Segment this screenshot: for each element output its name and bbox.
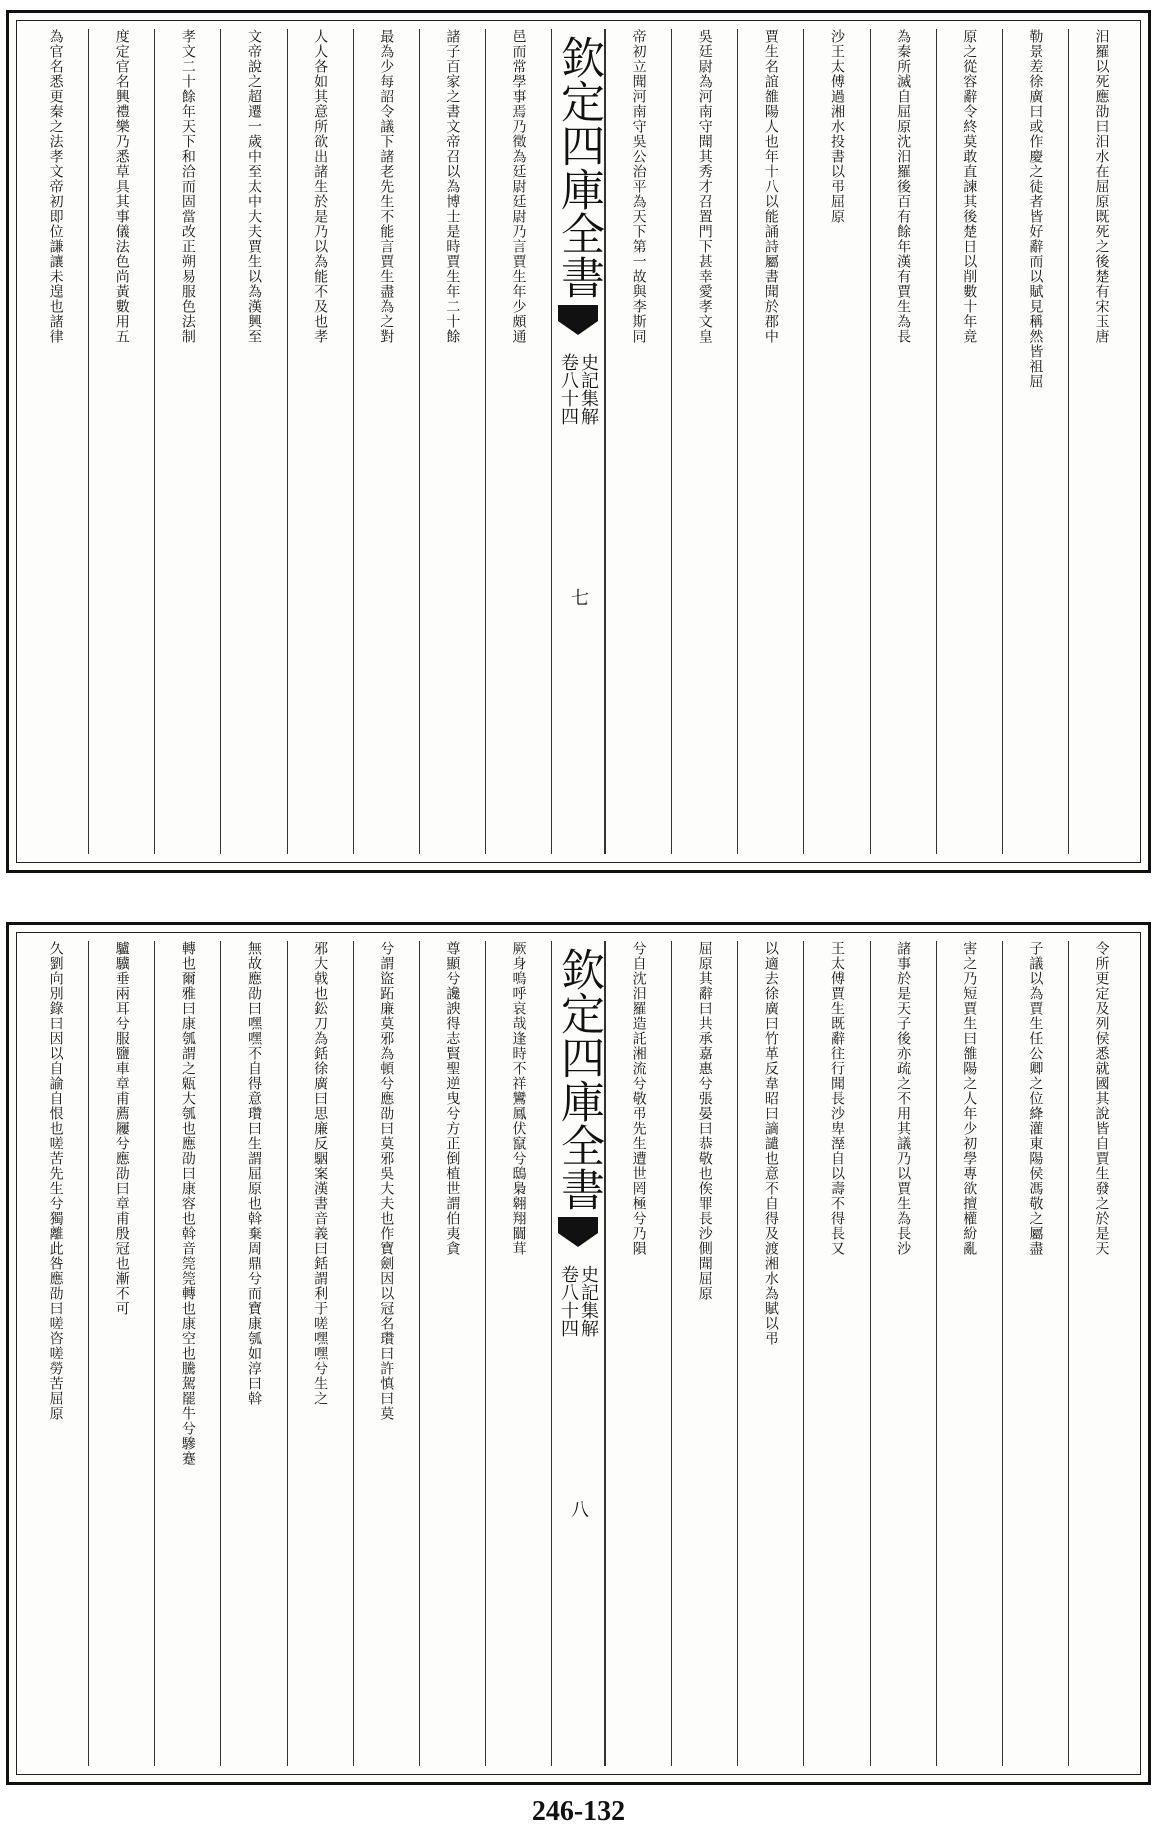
text-column bbox=[737, 941, 803, 1766]
text-column bbox=[671, 941, 737, 1766]
text-column bbox=[220, 29, 286, 854]
column-text: 勒景差徐廣曰或作慶之徒者皆好辭而以賦見稱然皆祖屈 bbox=[1027, 29, 1044, 389]
column-text: 諸事於是天子後亦疏之不用其議乃以賈生為長沙 bbox=[895, 941, 912, 1256]
fishtail-mark-icon bbox=[556, 305, 600, 339]
text-column bbox=[605, 29, 671, 854]
column-text: 度定官名興禮樂乃悉草具其事儀法色尚黃數用五 bbox=[113, 29, 130, 344]
text-column bbox=[605, 941, 671, 1766]
folio-number: 246-132 bbox=[531, 1796, 626, 1827]
column-text: 邪大戟也鈆刀為銛徐廣曰思廉反駰案漢書音義曰銛謂利于嗟嘿嘿兮生之 bbox=[312, 941, 329, 1406]
text-column bbox=[1002, 941, 1068, 1766]
text-column bbox=[485, 29, 551, 854]
text-column bbox=[353, 29, 419, 854]
text-column bbox=[220, 941, 286, 1766]
text-column bbox=[88, 29, 154, 854]
text-column bbox=[803, 29, 869, 854]
spine-book-title: 欽定四庫全書 bbox=[553, 35, 604, 299]
text-column bbox=[287, 941, 353, 1766]
upper-text-columns bbox=[23, 29, 1134, 854]
text-column bbox=[485, 941, 551, 1766]
column-text: 沙王太傅過湘水投書以弔屈原 bbox=[828, 29, 845, 224]
center-spine bbox=[551, 941, 605, 1766]
column-text: 屈原其辭曰共承嘉惠兮張晏曰恭敬也俟罪長沙側聞屈原 bbox=[696, 941, 713, 1301]
column-text: 文帝說之超遷一歲中至太中大夫賈生以為漢興至 bbox=[245, 29, 262, 344]
text-column bbox=[870, 29, 936, 854]
text-column bbox=[154, 29, 220, 854]
column-text: 驢驥垂兩耳兮服鹽車章甫薦屨兮應劭曰章甫殷冠也漸不可 bbox=[113, 941, 130, 1316]
lower-page bbox=[6, 922, 1151, 1785]
text-column bbox=[870, 941, 936, 1766]
leaf-number: 七 bbox=[568, 588, 589, 606]
upper-page bbox=[6, 10, 1151, 873]
column-text: 為官名悉更秦之法孝文帝初即位謙讓未遑也諸律 bbox=[47, 29, 64, 344]
lower-text-columns bbox=[23, 941, 1134, 1766]
column-text: 兮謂盜跖廉莫邪為頓兮應劭曰莫邪吳大夫也作寶劍因以冠名瓚曰許慎曰莫 bbox=[378, 941, 395, 1421]
column-text: 尊顯兮讒諛得志賢聖逆曳兮方正倒植世謂伯夷貪 bbox=[444, 941, 461, 1256]
column-text: 兮自沈汨羅造託湘流兮敬弔先生遭世罔極兮乃隕 bbox=[630, 941, 647, 1256]
column-text: 汨羅以死應劭曰汨水在屈原既死之後楚有宋玉唐 bbox=[1093, 29, 1110, 344]
spine-book-title: 欽定四庫全書 bbox=[553, 947, 604, 1211]
center-spine bbox=[551, 29, 605, 854]
column-text: 害之乃短賈生曰雒陽之人年少初學專欲擅權紛亂 bbox=[961, 941, 978, 1256]
column-text: 王太傅賈生既辭往行聞長沙卑溼自以壽不得長又 bbox=[828, 941, 845, 1256]
column-text: 邑而常學事焉乃徵為廷尉廷尉乃言賈生年少頗通 bbox=[510, 29, 527, 344]
text-column bbox=[23, 29, 88, 854]
text-column bbox=[419, 29, 485, 854]
column-text: 帝初立聞河南守吳公治平為天下第一故與李斯同 bbox=[630, 29, 647, 344]
column-text: 原之從容辭令終莫敢直諫其後楚日以削數十年竟 bbox=[961, 29, 978, 344]
text-column bbox=[419, 941, 485, 1766]
text-column bbox=[1068, 941, 1134, 1766]
spine-subtitle: 史記集解 卷八十四 bbox=[558, 1265, 599, 1337]
text-column bbox=[353, 941, 419, 1766]
text-column bbox=[287, 29, 353, 854]
column-text: 最為少每詔令議下諸老先生不能言賈生盡為之對 bbox=[378, 29, 395, 344]
column-text: 諸子百家之書文帝召以為博士是時賈生年二十餘 bbox=[444, 29, 461, 344]
text-column bbox=[154, 941, 220, 1766]
text-column bbox=[936, 941, 1002, 1766]
text-column bbox=[88, 941, 154, 1766]
column-text: 子議以為賈生任公卿之位絳灌東陽侯馮敬之屬盡 bbox=[1027, 941, 1044, 1256]
fishtail-mark-icon bbox=[556, 1217, 600, 1251]
text-column bbox=[1068, 29, 1134, 854]
text-column bbox=[1002, 29, 1068, 854]
column-text: 吳廷尉為河南守聞其秀才召置門下甚幸愛孝文皇 bbox=[696, 29, 713, 344]
text-column bbox=[671, 29, 737, 854]
leaf-number: 八 bbox=[568, 1500, 589, 1518]
column-text: 人人各如其意所欲出諸生於是乃以為能不及也孝 bbox=[312, 29, 329, 344]
spine-subtitle: 史記集解 卷八十四 bbox=[558, 353, 599, 425]
column-text: 轉也爾雅曰康瓠謂之甈大瓠也應劭曰康容也斡音筦筦轉也康空也騰駕罷牛兮驂蹇 bbox=[179, 941, 196, 1466]
column-text: 以適去徐廣曰竹革反韋昭曰謫譴也意不自得及渡湘水為賦以弔 bbox=[762, 941, 779, 1346]
column-text: 無故應劭曰嘿嘿不自得意瓚曰生謂屈原也斡棄周鼎兮而寶康瓠如淳曰斡 bbox=[245, 941, 262, 1406]
text-column bbox=[803, 941, 869, 1766]
column-text: 令所更定及列侯悉就國其說皆自賈生發之於是天 bbox=[1093, 941, 1110, 1256]
column-text: 孝文二十餘年天下和洽而固當改正朔易服色法制 bbox=[179, 29, 196, 344]
column-text: 為秦所滅自屈原沈汨羅後百有餘年漢有賈生為長 bbox=[895, 29, 912, 344]
column-text: 久劉向別錄曰因以自諭自恨也嗟苦先生兮獨離此咎應劭曰嗟咨嗟勞苦屈原 bbox=[47, 941, 64, 1421]
column-text: 賈生名誼雒陽人也年十八以能誦詩屬書聞於郡中 bbox=[762, 29, 779, 344]
text-column bbox=[737, 29, 803, 854]
text-column bbox=[936, 29, 1002, 854]
text-column bbox=[23, 941, 88, 1766]
column-text: 厥身嗚呼哀哉逢時不祥鸞鳳伏竄兮鴟梟翱翔闒茸 bbox=[510, 941, 527, 1256]
